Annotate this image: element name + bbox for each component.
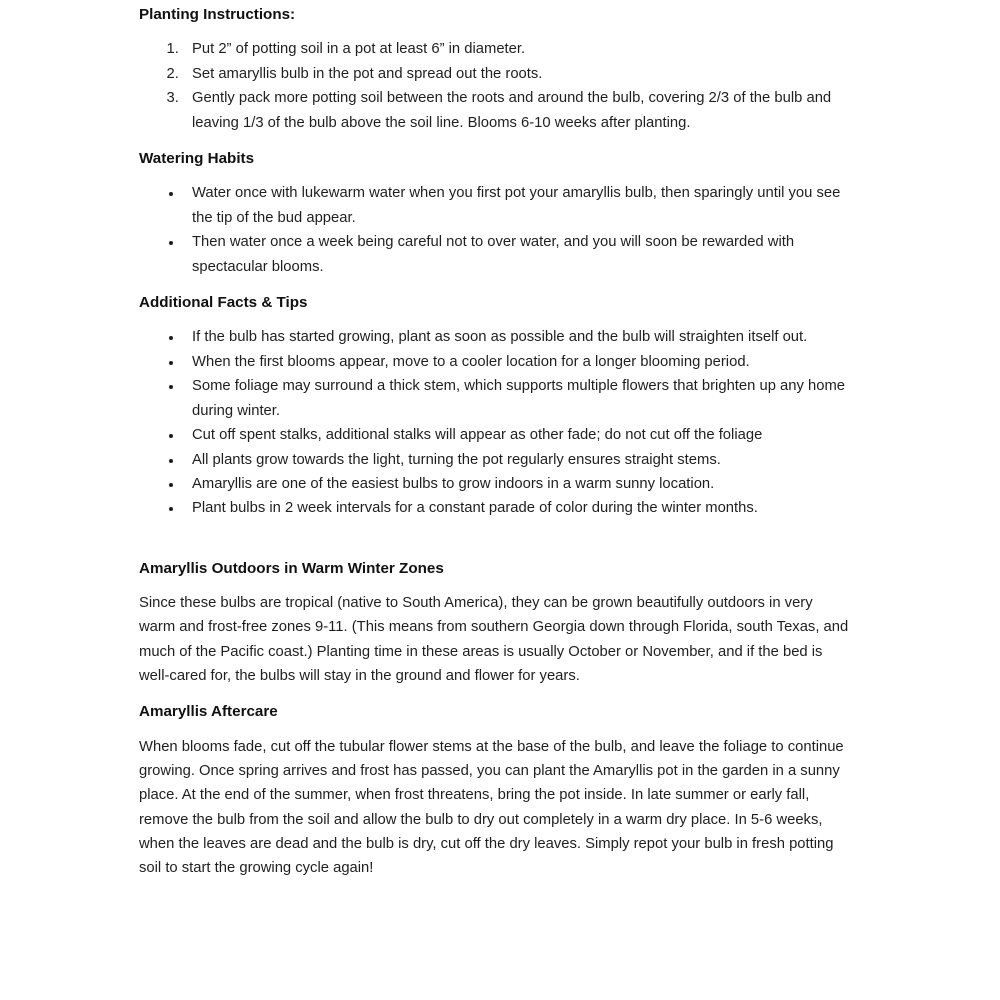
- planting-steps-list: [139, 37, 851, 135]
- section-watering-habits: [139, 147, 851, 279]
- section-planting-instructions: [139, 3, 851, 135]
- outdoors-warm-winter-zones-heading: Amaryllis Outdoors in Warm Winter Zones: [139, 559, 444, 577]
- fact-tip: • When the first blooms appear, move to a cooler location for a longer blooming period.: [183, 350, 851, 374]
- watering-tip: • Water once with lukewarm water when you first pot your amaryllis bulb, then sparingly until you see the tip of the bud appear.: [183, 181, 851, 230]
- section-additional-facts-tips: [139, 291, 851, 521]
- fact-tip: • Some foliage may surround a thick stem, which supports multiple flowers that brighten up any home during winter.: [183, 374, 851, 423]
- section-outdoors-warm-winter-zones: [139, 557, 851, 689]
- section-amaryllis-aftercare: [139, 700, 851, 880]
- additional-facts-tips-heading: Additional Facts & Tips: [139, 294, 308, 312]
- planting-step: 3. Gently pack more potting soil between the roots and around the bulb, covering 2/3 of the bulb and leaving 1/3 of the bulb above the soil line. Blooms 6-10 weeks after planting.: [183, 86, 851, 135]
- fact-tip: • If the bulb has started growing, plant as soon as possible and the bulb will straighten itself out.: [183, 325, 851, 349]
- watering-habits-heading: Watering Habits: [139, 150, 255, 168]
- facts-tips-list: [139, 325, 851, 520]
- planting-instructions-heading: Planting Instructions:: [139, 6, 296, 23]
- fact-tip: • Amaryllis are one of the easiest bulbs to grow indoors in a warm sunny location.: [183, 472, 851, 496]
- fact-tip: • All plants grow towards the light, turning the pot regularly ensures straight stems.: [183, 448, 851, 472]
- amaryllis-aftercare-heading: Amaryllis Aftercare: [139, 703, 278, 721]
- watering-habits-list: [139, 181, 851, 279]
- fact-tip: • Plant bulbs in 2 week intervals for a constant parade of color during the winter months.: [183, 496, 851, 520]
- document-body: [139, 3, 851, 881]
- aftercare-paragraph: When blooms fade, cut off the tubular flower stems at the base of the bulb, and leave the foliage to continue growing. Once spring arrives and frost has passed, you can plant the Amaryllis pot in the garden in a sunny place. At the end of the summer, when frost threatens, bring the pot inside. In late summer or early fall, remove the bulb from the soil and allow the bulb to dry out completely in a warm dry place. In 5-6 weeks, when the leaves are dead and the bulb is dry, cut off the dry leaves. Simply repot your bulb in fresh potting soil to start the growing cycle again!: [139, 738, 844, 877]
- fact-tip: • Cut off spent stalks, additional stalks will appear as other fade; do not cut off the foliage: [183, 423, 851, 447]
- watering-tip: • Then water once a week being careful not to over water, and you will soon be rewarded with spectacular blooms.: [183, 230, 851, 279]
- planting-step: 2. Set amaryllis bulb in the pot and spread out the roots.: [183, 62, 851, 86]
- outdoors-paragraph: Since these bulbs are tropical (native to South America), they can be grown beautifully outdoors in very warm and frost-free zones 9-11. (This means from southern Georgia down through Florida, south Texas, and much of the Pacific coast.) Planting time in these areas is usually October or November, and if the bed is well-cared for, the bulbs will stay in the ground and flower for years.: [139, 595, 849, 685]
- planting-step: 1. Put 2” of potting soil in a pot at least 6” in diameter.: [183, 37, 851, 61]
